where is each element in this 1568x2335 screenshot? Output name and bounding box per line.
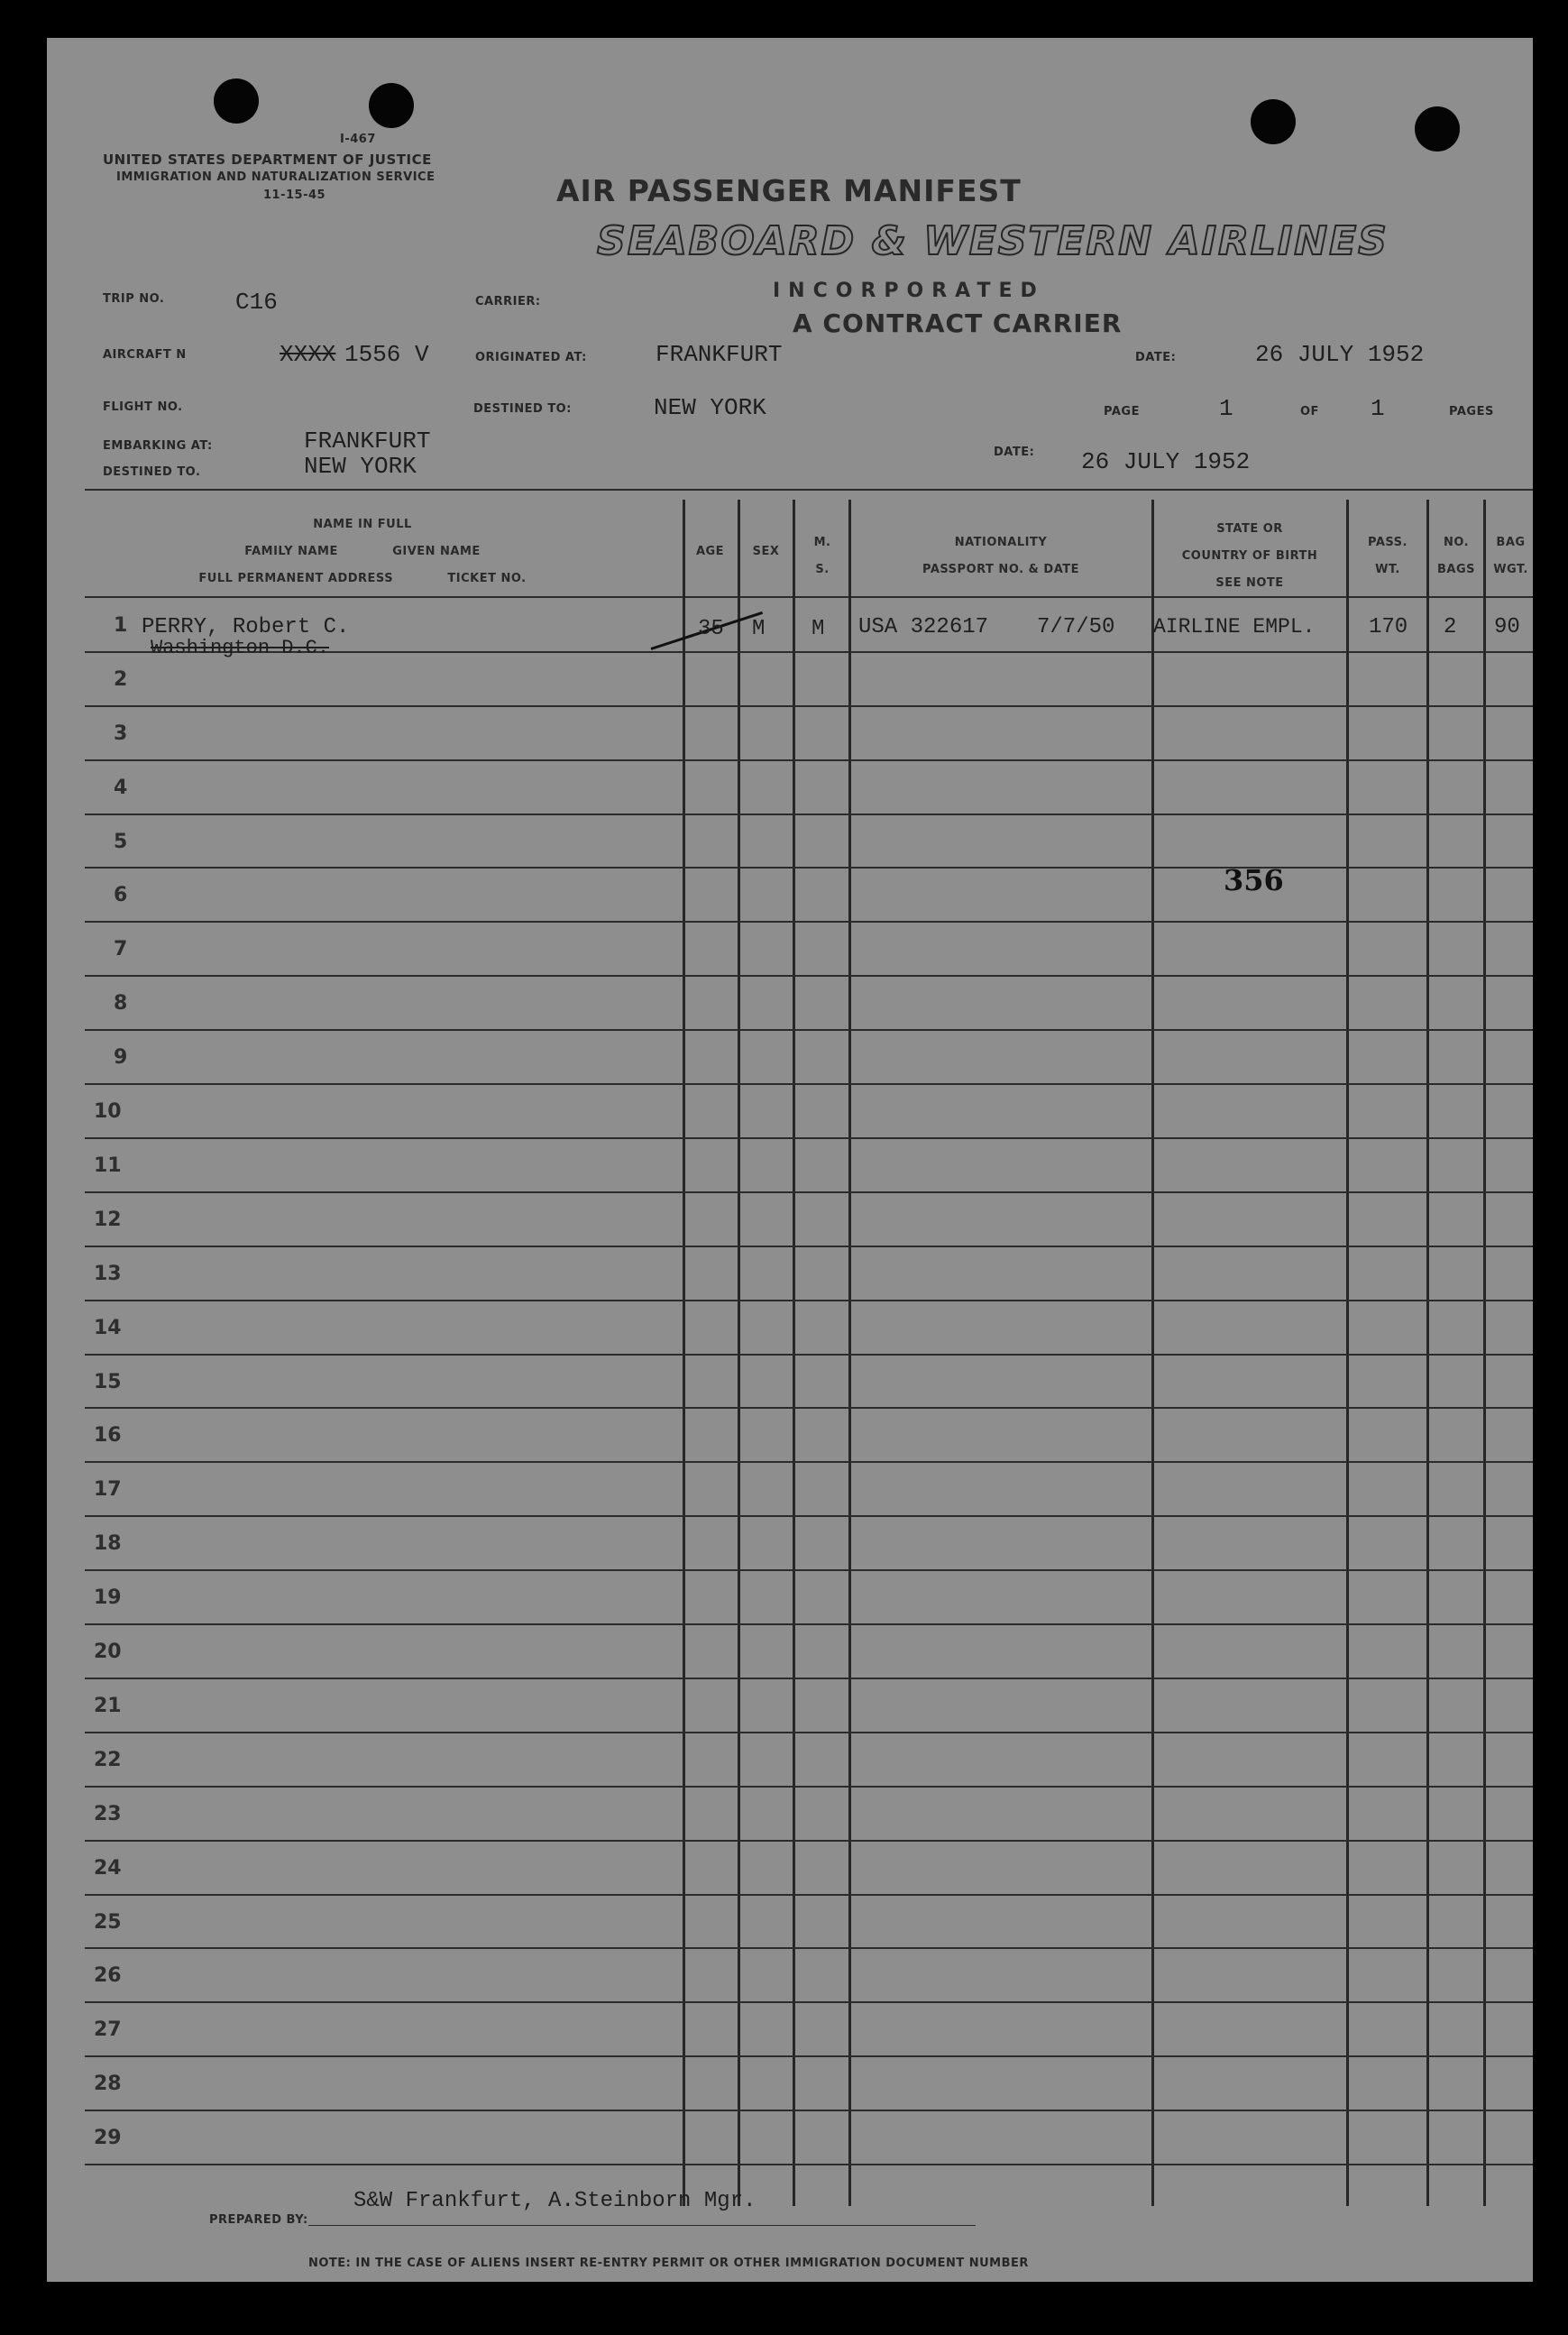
row-number: 29 (94, 2127, 122, 2150)
form-date: 11-15-45 (263, 188, 326, 202)
punch-hole (214, 78, 259, 124)
originated-value: FRANKFURT (656, 341, 783, 368)
table-row (47, 815, 1533, 869)
prepared-label: PREPARED BY: (209, 2213, 308, 2227)
col-nationality-header: NATIONALITY PASSPORT NO. & DATE (922, 536, 1079, 576)
table-row (47, 761, 1533, 815)
row-number: 21 (94, 1694, 122, 1717)
row-number: 2 (114, 667, 128, 691)
passenger-pass-wt: 170 (1369, 615, 1408, 639)
of-label: OF (1300, 405, 1319, 418)
table-row (47, 1625, 1533, 1679)
passenger-ms: M (812, 617, 825, 641)
row-number: 22 (94, 1748, 122, 1771)
table-row (47, 923, 1533, 977)
airline-incorporated: INCORPORATED (773, 280, 1045, 302)
table-row (47, 2111, 1533, 2165)
row-number: 18 (94, 1532, 122, 1556)
embarking-value: FRANKFURT (304, 427, 431, 455)
table-row (47, 1193, 1533, 1247)
table-row (47, 977, 1533, 1031)
punch-hole (1415, 106, 1460, 152)
table-row (47, 1788, 1533, 1842)
table-row (47, 1085, 1533, 1139)
table-row (47, 1247, 1533, 1301)
form-number: I-467 (340, 133, 376, 146)
col-sex-header: SEX (752, 545, 780, 558)
row-number: 25 (94, 1910, 122, 1934)
table-row (47, 1301, 1533, 1356)
aircraft-label: AIRCRAFT N (103, 348, 187, 362)
form-service: IMMIGRATION AND NATURALIZATION SERVICE (116, 170, 436, 184)
table-row (47, 653, 1533, 707)
airline-name: SEABOARD & WESTERN AIRLINES (597, 218, 1389, 264)
table-row (47, 1463, 1533, 1517)
manifest-title: AIR PASSENGER MANIFEST (556, 173, 1022, 208)
row-number: 23 (94, 1802, 122, 1825)
passenger-passport-date: 7/7/50 (1037, 615, 1115, 639)
destined-to-value: NEW YORK (304, 453, 417, 480)
table-row (47, 1950, 1533, 2004)
table-row (47, 869, 1533, 924)
row-number: 11 (94, 1154, 122, 1177)
row-number: 12 (94, 1208, 122, 1231)
prepared-value: S&W Frankfurt, A.Steinborn Mgr. (353, 2189, 756, 2213)
row-number: 10 (94, 1100, 122, 1124)
destined-label: DESTINED TO: (473, 402, 572, 416)
table-row (47, 1733, 1533, 1788)
table-row (47, 1842, 1533, 1896)
row-number: 16 (94, 1424, 122, 1448)
punch-hole (369, 83, 414, 128)
table-row (47, 1571, 1533, 1625)
aircraft-value: 1556 V (344, 341, 429, 368)
row-number: 7 (114, 938, 128, 961)
row-number: 14 (94, 1316, 122, 1339)
col-bag-wgt-header: BAG WGT. (1493, 536, 1528, 576)
pages-label: PAGES (1449, 405, 1494, 418)
passenger-sex: M (752, 617, 766, 641)
form-department: UNITED STATES DEPARTMENT OF JUSTICE (103, 152, 432, 168)
row-number: 24 (94, 1856, 122, 1880)
stamp-number: 356 (1224, 863, 1284, 897)
manifest-sheet (47, 38, 1533, 2282)
date-label: DATE: (1135, 351, 1177, 364)
trip-value: C16 (235, 289, 278, 316)
date2-value: 26 JULY 1952 (1081, 448, 1251, 475)
passenger-address: Washington D.C. (151, 637, 330, 659)
passenger-birth: AIRLINE EMPL. (1153, 615, 1316, 639)
punch-hole (1251, 99, 1296, 144)
row-number: 6 (114, 884, 128, 907)
table-row (47, 707, 1533, 761)
trip-label: TRIP NO. (103, 292, 165, 306)
col-pass-wt-header: PASS. WT. (1368, 536, 1408, 576)
aircraft-struck: XXXX (280, 341, 336, 368)
passenger-age: 35 (698, 617, 724, 641)
destined-value: NEW YORK (654, 394, 766, 421)
table-row (47, 1356, 1533, 1410)
table-row (47, 1679, 1533, 1733)
destined-to-label: DESTINED TO. (103, 465, 201, 479)
col-age-header: AGE (695, 545, 725, 558)
flight-label: FLIGHT NO. (103, 400, 183, 414)
carrier-label: CARRIER: (475, 295, 541, 308)
passenger-name: PERRY, Robert C. (142, 615, 350, 639)
date-value: 26 JULY 1952 (1255, 341, 1425, 368)
page-label: PAGE (1104, 405, 1140, 418)
contract-carrier: A CONTRACT CARRIER (793, 308, 1123, 338)
col-birth-header: STATE OR COUNTRY OF BIRTH SEE NOTE (1181, 522, 1318, 590)
prepared-underline (308, 2225, 976, 2226)
table-row (47, 2003, 1533, 2057)
footer-note: NOTE: IN THE CASE OF ALIENS INSERT RE-ENTRY PERMIT OR OTHER IMMIGRATION DOCUMENT NUMBER (308, 2257, 1029, 2270)
row-number: 17 (94, 1478, 122, 1502)
passenger-bag-wgt: 90 (1494, 615, 1520, 639)
row-number: 19 (94, 1586, 122, 1610)
row-number: 5 (114, 830, 128, 853)
table-row (47, 1031, 1533, 1085)
col-ms-header: M. S. (813, 536, 831, 576)
row-divider (85, 2164, 1533, 2165)
row-number: 1 (114, 613, 128, 637)
table-row (47, 1139, 1533, 1193)
row-number: 26 (94, 1964, 122, 1988)
row-number: 28 (94, 2073, 122, 2096)
embarking-label: EMBARKING AT: (103, 439, 213, 453)
row-number: 8 (114, 992, 128, 1016)
passenger-bags: 2 (1444, 615, 1457, 639)
page-value: 1 (1219, 395, 1233, 422)
table-top-line (85, 489, 1533, 491)
row-number: 4 (114, 776, 128, 799)
row-number: 3 (114, 722, 128, 745)
row-number: 20 (94, 1641, 122, 1664)
row-number: 9 (114, 1046, 128, 1070)
originated-label: ORIGINATED AT: (475, 351, 587, 364)
row-number: 27 (94, 2018, 122, 2042)
row-number: 15 (94, 1370, 122, 1393)
table-row (47, 1517, 1533, 1571)
col-bags-header: NO. BAGS (1436, 536, 1475, 576)
passenger-passport: USA 322617 (858, 615, 989, 639)
date2-label: DATE: (994, 446, 1035, 459)
col-name-header: NAME IN FULL FAMILY NAME GIVEN NAME FULL PERMANENT ADDRESS TICKET NO. (198, 518, 527, 585)
of-value: 1 (1371, 395, 1385, 422)
row-number: 13 (94, 1262, 122, 1285)
table-row (47, 2057, 1533, 2111)
table-row (47, 1896, 1533, 1950)
table-row (47, 1410, 1533, 1464)
